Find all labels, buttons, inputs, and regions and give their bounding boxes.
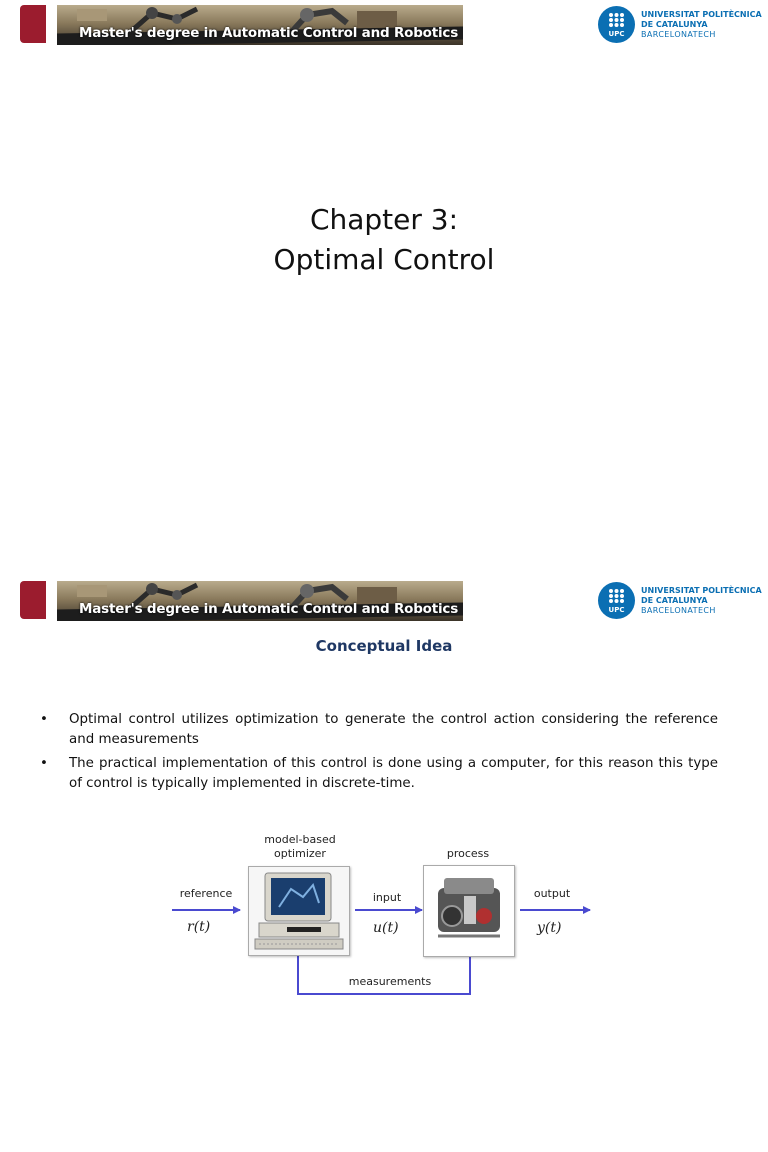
bullet-item xyxy=(38,710,718,750)
logo-line3: BARCELONATECH xyxy=(641,606,716,615)
upc-logo-badge: UPC xyxy=(608,30,625,38)
upc-logo-badge: UPC xyxy=(608,606,625,614)
process-box xyxy=(423,865,515,957)
reference-label: reference xyxy=(179,887,233,900)
header-banner-text: Master's degree in Automatic Control and Robotics xyxy=(79,25,459,41)
upc-logo xyxy=(598,582,768,622)
chapter-title-line2: Optimal Control xyxy=(273,243,495,276)
upc-logo-icon xyxy=(598,6,635,43)
slide-conceptual-idea xyxy=(0,576,768,1152)
logo-line3: BARCELONATECH xyxy=(641,30,716,39)
input-symbol: u(t) xyxy=(373,920,399,936)
output-label: output xyxy=(533,887,571,900)
header-banner xyxy=(57,581,463,621)
header-accent-tab xyxy=(20,581,46,619)
bullet-text: Optimal control utilizes optimization to generate the control action considering the reference and measurements xyxy=(69,712,718,747)
logo-line1: UNIVERSITAT POLITÈCNICA xyxy=(641,586,762,595)
upc-logo-text xyxy=(641,586,762,616)
logo-line2: DE CATALUNYA xyxy=(641,596,708,605)
input-label: input xyxy=(372,891,402,904)
upc-logo-icon xyxy=(598,582,635,619)
process-label: process xyxy=(446,847,490,860)
optimizer-label-line2: optimizer xyxy=(274,847,326,860)
logo-line1: UNIVERSITAT POLITÈCNICA xyxy=(641,10,762,19)
reference-symbol: r(t) xyxy=(187,919,211,935)
bullet-dot-icon: • xyxy=(40,712,48,727)
engine-icon xyxy=(424,866,514,956)
header-banner xyxy=(57,5,463,45)
upc-logo-text xyxy=(641,10,762,40)
bullet-dot-icon: • xyxy=(40,756,48,771)
output-symbol: y(t) xyxy=(537,920,562,936)
bullet-item xyxy=(38,754,718,794)
bullet-text: The practical implementation of this control is done using a computer, for this reason this type of control is typically implemented in discrete-time. xyxy=(69,756,718,791)
header-accent-tab xyxy=(20,5,46,43)
measurements-label: measurements xyxy=(348,975,432,988)
bullet-list xyxy=(38,710,718,798)
logo-line2: DE CATALUNYA xyxy=(641,20,708,29)
computer-icon xyxy=(249,867,349,955)
optimizer-label xyxy=(262,833,338,861)
header-banner-text: Master's degree in Automatic Control and Robotics xyxy=(79,601,459,617)
computer-box xyxy=(248,866,350,956)
chapter-title xyxy=(0,200,768,280)
chapter-title-line1: Chapter 3: xyxy=(309,203,459,236)
section-title: Conceptual Idea xyxy=(315,637,453,655)
optimizer-label-line1: model-based xyxy=(264,833,336,846)
control-block-diagram xyxy=(160,821,610,1011)
upc-logo xyxy=(598,6,768,46)
